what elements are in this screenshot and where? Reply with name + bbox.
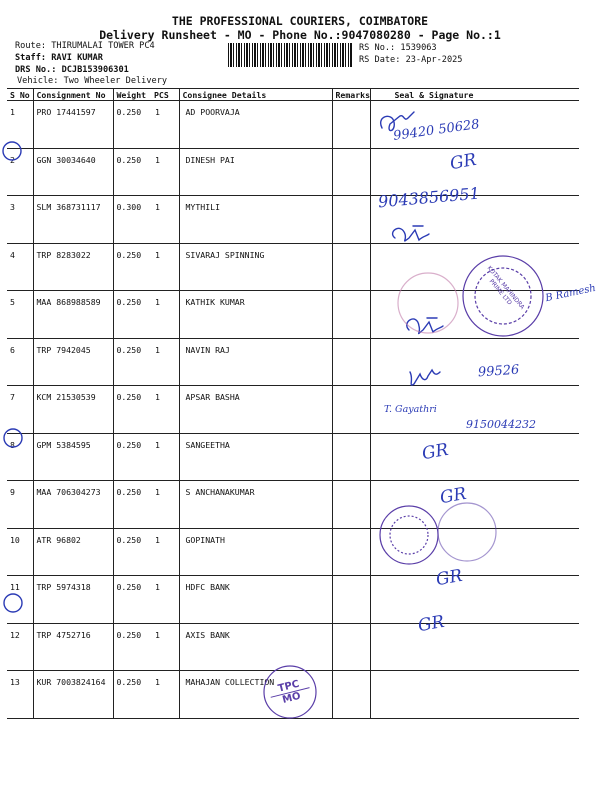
cell-pcs: 1 <box>151 481 179 529</box>
signature-7 <box>410 370 440 385</box>
cell-weight: 0.250 <box>113 576 151 624</box>
round-stamp-1 <box>380 506 438 564</box>
cell-sno: 12 <box>7 623 33 671</box>
cell-pcs: 1 <box>151 101 179 149</box>
col-consignee: Consignee Details <box>179 89 332 101</box>
cell-consignment: PRO 17441597 <box>33 101 113 149</box>
col-pcs: PCS <box>151 89 179 101</box>
cell-pcs: 1 <box>151 576 179 624</box>
cell-pcs: 1 <box>151 433 179 481</box>
cell-sno: 1 <box>7 101 33 149</box>
cell-pcs: 1 <box>151 623 179 671</box>
drs-number: DRS No.: DCJB153906301 <box>15 65 129 75</box>
cell-consignment: SLM 368731117 <box>33 196 113 244</box>
cell-pcs: 1 <box>151 338 179 386</box>
cell-weight: 0.250 <box>113 671 151 719</box>
cell-consignee: MYTHILI <box>179 196 332 244</box>
cell-weight: 0.250 <box>113 243 151 291</box>
cell-weight: 0.250 <box>113 338 151 386</box>
cell-sno: 9 <box>7 481 33 529</box>
cell-consignment: KCM 21530539 <box>33 386 113 434</box>
row-13-circle <box>4 594 22 612</box>
tpc-stamp-line-1: TPC <box>276 678 301 695</box>
cell-consignment: ATR 96802 <box>33 528 113 576</box>
signature-4 <box>393 226 429 241</box>
round-stamp-2 <box>438 503 496 561</box>
cell-consignment: GGN 30034640 <box>33 148 113 196</box>
cell-pcs: 1 <box>151 386 179 434</box>
initials-row-2: GR <box>448 149 478 175</box>
cell-sno: 8 <box>7 433 33 481</box>
cell-weight: 0.250 <box>113 528 151 576</box>
cell-pcs: 1 <box>151 243 179 291</box>
cell-consignee: MAHAJAN COLLECTION <box>179 671 332 719</box>
initials-row-9: GR <box>420 439 450 465</box>
cell-weight: 0.300 <box>113 196 151 244</box>
route: Route: THIRUMALAI TOWER PC4 <box>15 41 155 51</box>
col-remarks: Remarks <box>332 89 370 101</box>
cell-consignee: S ANCHANAKUMAR <box>179 481 332 529</box>
initials-row-12: GR <box>434 565 464 591</box>
runsheet-title: Delivery Runsheet - MO - Phone No.:9047080280 - Page No.:1 <box>99 28 501 42</box>
cell-consignee: AD POORVAJA <box>179 101 332 149</box>
cell-weight: 0.250 <box>113 623 151 671</box>
handwritten-phone-2: 9043856951 <box>377 183 481 212</box>
staff: Staff: RAVI KUMAR <box>15 53 103 63</box>
cell-consignment: MAA 706304273 <box>33 481 113 529</box>
initials-row-13: GR <box>416 611 446 637</box>
col-sno: S No <box>7 89 33 101</box>
cell-sno: 2 <box>7 148 33 196</box>
cell-consignee: KATHIK KUMAR <box>179 291 332 339</box>
cell-pcs: 1 <box>151 291 179 339</box>
cell-consignment: TRP 5974318 <box>33 576 113 624</box>
cell-consignment: TRP 7942045 <box>33 338 113 386</box>
round-stamp-1-inner <box>390 516 428 554</box>
cell-pcs: 1 <box>151 148 179 196</box>
rs-date: RS Date: 23-Apr-2025 <box>359 55 463 65</box>
cell-weight: 0.250 <box>113 481 151 529</box>
rs-number: RS No.: 1539063 <box>359 43 437 53</box>
tpc-stamp-line-2: MO <box>281 690 302 706</box>
cell-consignee: AXIS BANK <box>179 623 332 671</box>
cell-consignee: SANGEETHA <box>179 433 332 481</box>
cell-consignee: NAVIN RAJ <box>179 338 332 386</box>
handwritten-phone-1: 99420 50628 <box>392 117 481 144</box>
cell-sno: 10 <box>7 528 33 576</box>
cell-pcs: 1 <box>151 671 179 719</box>
cell-weight: 0.250 <box>113 148 151 196</box>
cell-sno: 5 <box>7 291 33 339</box>
handwritten-recipient: T. Gayathri <box>384 404 437 415</box>
vehicle: Vehicle: Two Wheeler Delivery <box>17 76 168 86</box>
cell-sno: 6 <box>7 338 33 386</box>
cell-consignment: GPM 5384595 <box>33 433 113 481</box>
cell-sno: 4 <box>7 243 33 291</box>
handwritten-phone-4: 9150044232 <box>466 418 536 431</box>
cell-consignment: KUR 7003824164 <box>33 671 113 719</box>
cell-consignment: TRP 4752716 <box>33 623 113 671</box>
handwritten-phone-3: 99526 <box>477 362 520 381</box>
cell-sno: 11 <box>7 576 33 624</box>
cell-weight: 0.250 <box>113 386 151 434</box>
cell-pcs: 1 <box>151 196 179 244</box>
cell-sno: 13 <box>7 671 33 719</box>
cell-consignee: HDFC BANK <box>179 576 332 624</box>
cell-weight: 0.250 <box>113 291 151 339</box>
cell-consignee: SIVARAJ SPINNING <box>179 243 332 291</box>
col-seal: Seal & Signature <box>370 89 579 101</box>
company-name: THE PROFESSIONAL COURIERS, COIMBATORE <box>171 14 429 28</box>
cell-consignee: GOPINATH <box>179 528 332 576</box>
cell-weight: 0.250 <box>113 433 151 481</box>
cell-pcs: 1 <box>151 528 179 576</box>
initials-row-10: GR <box>438 483 468 509</box>
col-consignment: Consignment No <box>33 89 113 101</box>
cell-consignee: DINESH PAI <box>179 148 332 196</box>
row-2-circle <box>3 142 21 160</box>
cell-consignment: TRP 8283022 <box>33 243 113 291</box>
handwritten-name: B Ramesh <box>544 282 597 305</box>
col-weight: Weight <box>113 89 151 101</box>
cell-sno: 3 <box>7 196 33 244</box>
cell-sno: 7 <box>7 386 33 434</box>
cell-weight: 0.250 <box>113 101 151 149</box>
kotak-stamp-text: KOTAK MAHINDRA PRIME LTD <box>485 264 526 311</box>
cell-consignment: MAA 868988589 <box>33 291 113 339</box>
row-9-circle <box>4 429 22 447</box>
cell-consignee: APSAR BASHA <box>179 386 332 434</box>
